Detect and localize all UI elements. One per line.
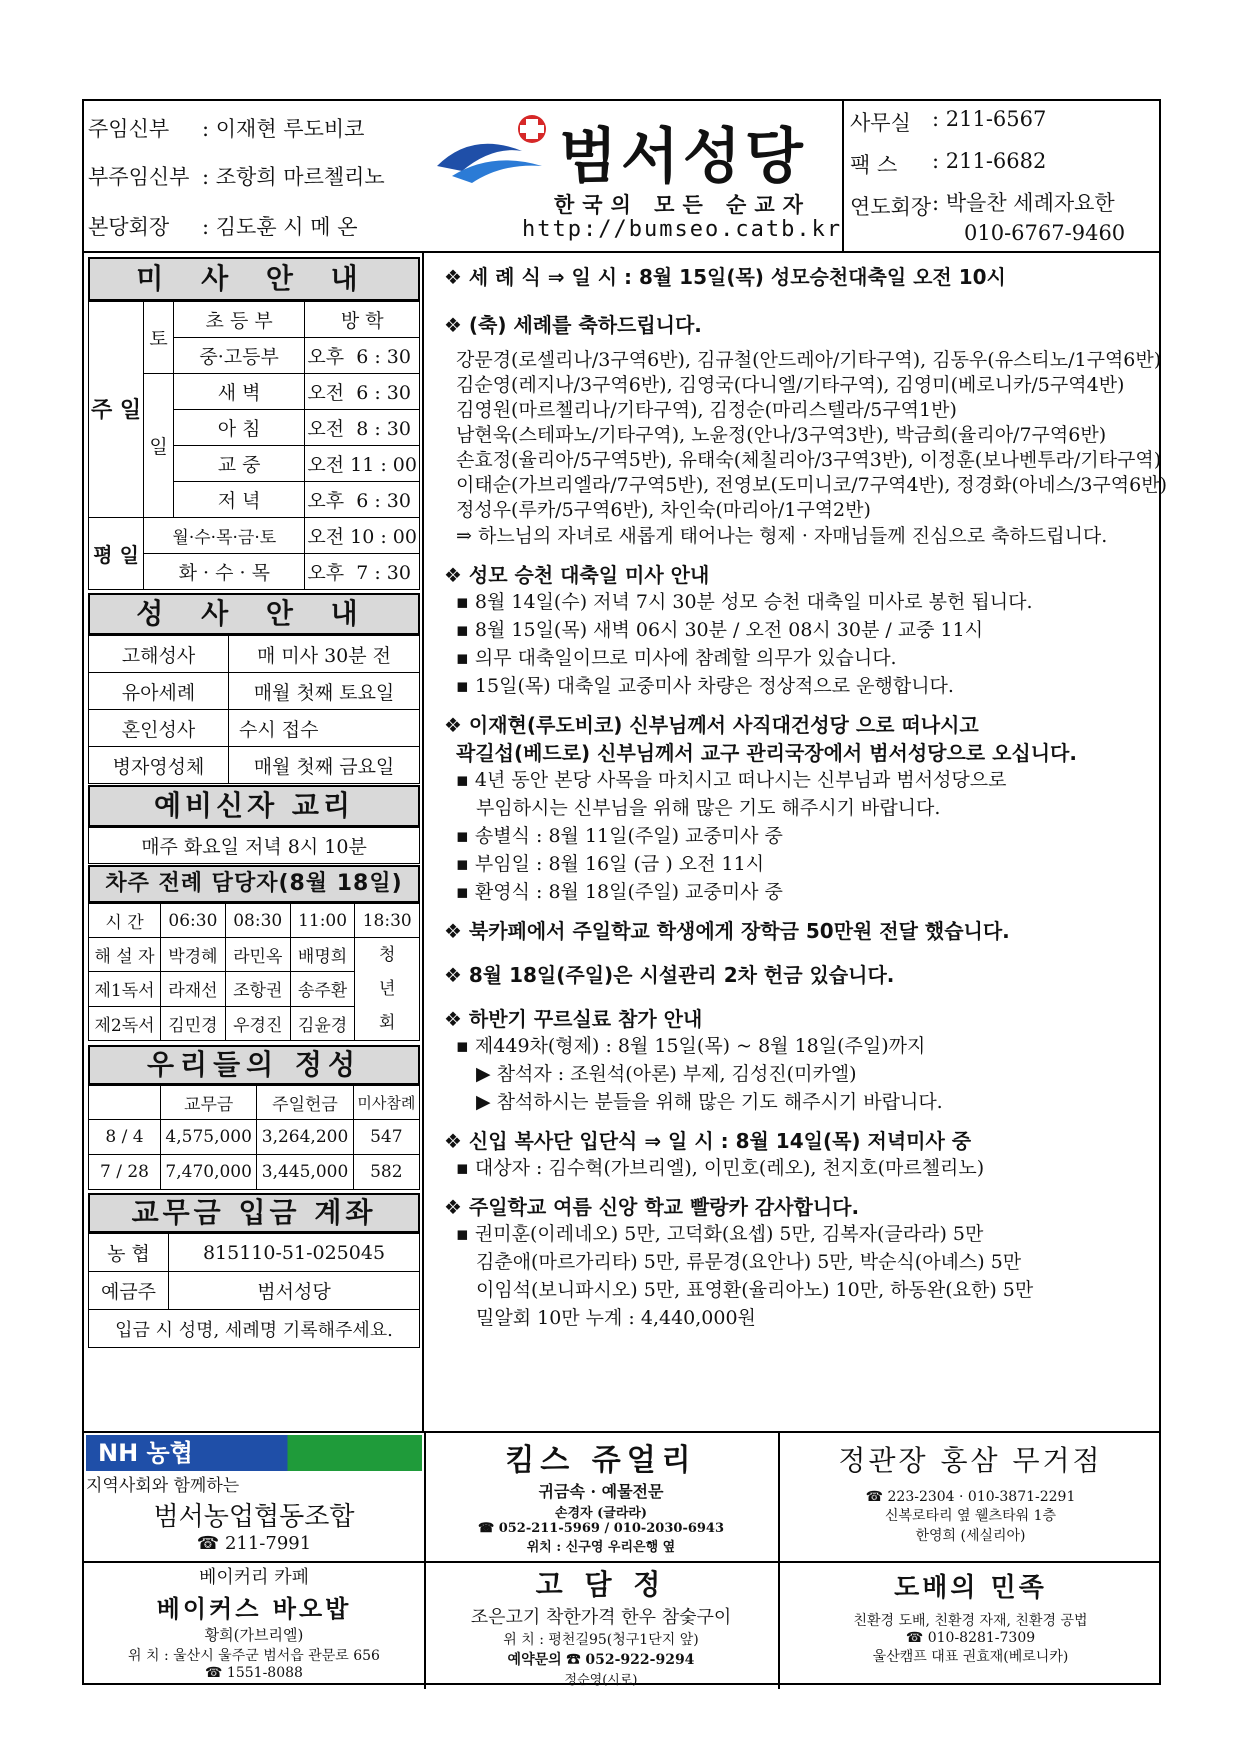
account-holder: 범서성당	[169, 1272, 420, 1310]
church-name: 범서성당	[559, 122, 807, 192]
mass-name: 저 녁	[173, 482, 305, 518]
notice-line: 강문경(로셀리나/3구역6반), 김규철(안드레아/기타구역), 김동우(유스티노/1구역6반)	[456, 349, 1162, 371]
godam-owner: 정순영(시로)	[564, 1673, 638, 1688]
kims-name: 킴스 쥬얼리	[505, 1443, 697, 1478]
notice-heading: ❖ 신입 복사단 입단식 ⇒ 일 시 : 8월 14일(목) 저녁미사 중	[444, 1129, 972, 1153]
yeondo-phone: 010-6767-9460	[964, 221, 1126, 245]
notice-line: ▶ 참석자 : 조원석(아론) 부제, 김성진(미카엘)	[476, 1063, 857, 1085]
notice-line: 부임하시는 신부님을 위해 많은 기도 해주시기 바랍니다.	[476, 797, 941, 819]
header-divider	[842, 101, 844, 253]
notice-line: ▪ 의무 대축일이므로 미사에 참례할 의무가 있습니다.	[456, 647, 897, 669]
youth-char: 청	[379, 945, 396, 965]
liturgy-header: 06:30	[161, 904, 226, 938]
sacrament-value: 매월 첫째 토요일	[229, 673, 420, 710]
ginseng-owner: 한영희 (세실리아)	[915, 1528, 1026, 1544]
offering-cell: 3,264,200	[257, 1120, 353, 1155]
notice-line: 손효정(율리아/5구역5반), 유태숙(체칠리아/3구역3반), 이정훈(보나벤투라/기타구역)	[456, 449, 1162, 471]
office-phone: : 211-6567	[932, 107, 1047, 131]
ad-godam	[426, 1563, 776, 1687]
wallpaper-owner: 울산캠프 대표 권효재(베로니카)	[872, 1649, 1069, 1665]
godam-name: 고 담 정	[535, 1568, 667, 1601]
sacrament-value: 매월 첫째 금요일	[229, 747, 420, 784]
notice-line: ▪ 8월 15일(목) 새벽 06시 30분 / 오전 08시 30분 / 교중 11시	[456, 619, 984, 641]
liturgy-role: 제1독서	[89, 972, 161, 1006]
notice-line: ▪ 4년 동안 본당 사목을 마치시고 떠나시는 신부님과 범서성당으로	[456, 769, 1007, 791]
notice-line: ▪ 제449차(형제) : 8월 15일(목) ~ 8월 18일(주일)까지	[456, 1035, 926, 1057]
liturgy-cell: 김민경	[161, 1006, 226, 1040]
notice-line: 정성우(루카/5구역6반), 차인숙(마리아/1구역2반)	[456, 499, 871, 521]
liturgy-cell: 조항권	[225, 972, 290, 1006]
mass-name: 교 중	[173, 446, 305, 482]
offering-table	[88, 1085, 420, 1190]
notices-column	[426, 253, 1167, 1431]
offering-header	[89, 1086, 161, 1120]
bakery-phone: ☎ 1551-8088	[205, 1665, 303, 1681]
bakery-owner: 황희(가브리엘)	[204, 1626, 304, 1644]
sacrament-name: 혼인성사	[89, 710, 229, 747]
sunday-day-label: 일	[144, 374, 174, 518]
notice-line: 이태순(가브리엘라/7구역5반), 전영보(도미니코/7구역4반), 정경화(아네스/3구역6반)	[456, 474, 1167, 496]
account-note: 입금 시 성명, 세례명 기록해주세요.	[89, 1310, 420, 1348]
wallpaper-phone: ☎ 010-8281-7309	[905, 1630, 1036, 1646]
notice-line: ⇒ 하느님의 자녀로 새롭게 태어나는 형제 · 자매님들께 진심으로 축하드립니다.	[456, 525, 1108, 547]
church-url[interactable]: http://bumseo.catb.kr	[522, 217, 843, 242]
liturgy-cell: 우경진	[225, 1006, 290, 1040]
assistant-name: : 조항희 마르첼리노	[202, 165, 385, 189]
assistant-label: 부주임신부	[88, 165, 190, 189]
sacrament-value: 매 미사 30분 전	[229, 636, 420, 673]
notice-heading: ❖ 북카페에서 주일학교 학생에게 장학금 50만원 전달 했습니다.	[444, 919, 1010, 943]
offering-header: 미사참례	[353, 1086, 419, 1120]
youth-char: 회	[379, 1013, 396, 1033]
mass-time: 오전 8 : 30	[305, 410, 420, 446]
mass-title: 미 사 안 내	[88, 257, 420, 301]
ad-nh	[86, 1435, 422, 1559]
notice-line: 김순영(레지나/3구역6반), 김영국(다니엘/기타구역), 김영미(베로니카/5구역4반)	[456, 374, 1125, 396]
ad-wallpaper	[780, 1567, 1161, 1687]
offering-date: 8 / 4	[89, 1120, 161, 1155]
council-label: 본당회장	[88, 215, 170, 239]
ad-kims-jewelry	[426, 1435, 776, 1559]
bank-label: 농 협	[89, 1234, 169, 1272]
offering-cell: 7,470,000	[161, 1155, 257, 1190]
pastor-label: 주임신부	[88, 117, 170, 141]
kims-line1: 귀금속 · 예물전문	[538, 1482, 664, 1501]
offering-header: 주일헌금	[257, 1086, 353, 1120]
notice-line: ▪ 8월 14일(수) 저녁 7시 30분 성모 승천 대축일 미사로 봉헌 됩니다.	[456, 591, 1033, 613]
account-title: 교무금 입금 계좌	[88, 1193, 420, 1233]
mass-time: 방 학	[305, 302, 420, 338]
notice-line: ▶ 참석하시는 분들을 위해 많은 기도 해주시기 바랍니다.	[476, 1091, 943, 1113]
yeondo-name: : 박을찬 세례자요한	[932, 191, 1115, 215]
ginseng-phone: ☎ 223-2304 · 010-3871-2291	[865, 1489, 1076, 1505]
offering-cell: 3,445,000	[257, 1155, 353, 1190]
notice-line: ▪ 15일(목) 대축일 교중미사 차량은 정상적으로 운행합니다.	[456, 675, 954, 697]
offering-header: 교무금	[161, 1086, 257, 1120]
mass-time: 오전 6 : 30	[305, 374, 420, 410]
ads-section	[84, 1431, 1159, 1687]
mass-time: 오전 10 : 00	[305, 518, 420, 554]
godam-location: 위 치 : 평천길95(청구1단지 앞)	[503, 1632, 699, 1648]
catechumen-table	[88, 827, 420, 864]
kims-owner: 손경자 (글라라)	[554, 1506, 648, 1521]
liturgy-role: 해 설 자	[89, 938, 161, 972]
notice-line: ▪ 대상자 : 김수혁(가브리엘), 이민호(레오), 천지호(마르첼리노)	[456, 1157, 985, 1179]
nh-logo: NH 농협	[86, 1435, 422, 1471]
liturgy-cell: 배명희	[290, 938, 355, 972]
account-table	[88, 1233, 420, 1348]
liturgy-cell: 라민옥	[225, 938, 290, 972]
sacrament-table	[88, 635, 420, 784]
mass-time: 오전 11 : 00	[305, 446, 420, 482]
nh-phone: ☎ 211-7991	[196, 1533, 312, 1554]
council-name: : 김도훈 시 메 온	[202, 215, 358, 239]
mass-name: 월·수·목·금·토	[144, 518, 305, 554]
mass-name: 아 침	[173, 410, 305, 446]
notice-heading: ❖ 성모 승천 대축일 미사 안내	[444, 563, 710, 587]
offering-cell: 582	[353, 1155, 419, 1190]
liturgy-header: 11:00	[290, 904, 355, 938]
nh-name: 범서농업협동조합	[153, 1502, 355, 1532]
bakery-line1: 베이커리 카페	[198, 1567, 310, 1588]
offering-cell: 4,575,000	[161, 1120, 257, 1155]
notice-heading: ❖ 세 례 식 ⇒ 일 시 : 8월 15일(목) 성모승천대축일 오전 10시	[444, 265, 1006, 289]
notice-heading: ❖ 하반기 꾸르실료 참가 안내	[444, 1007, 703, 1031]
liturgy-cell: 박경혜	[161, 938, 226, 972]
mass-time: 오후 6 : 30	[305, 338, 420, 374]
mass-name: 화 · 수 · 목	[144, 554, 305, 590]
ad-ginseng	[780, 1439, 1161, 1559]
liturgy-header: 시 간	[89, 904, 161, 938]
fax-label: 팩 스	[850, 153, 898, 177]
office-label: 사무실	[850, 111, 911, 135]
wallpaper-line1: 친환경 도배, 친환경 자재, 친환경 공법	[853, 1613, 1088, 1629]
notice-heading: ❖ 주일학교 여름 신앙 학교 빨랑카 감사합니다.	[444, 1195, 860, 1219]
nh-line1: 지역사회와 함께하는	[86, 1476, 240, 1496]
holder-label: 예금주	[89, 1272, 169, 1310]
offering-title: 우리들의 정성	[88, 1045, 420, 1085]
mass-name: 새 벽	[173, 374, 305, 410]
sunday-label: 주 일	[89, 302, 144, 518]
sacrament-title: 성 사 안 내	[88, 593, 420, 635]
saturday-label: 토	[144, 302, 174, 374]
sacrament-name: 고해성사	[89, 636, 229, 673]
notice-heading: ❖ (축) 세례를 축하드립니다.	[444, 313, 702, 337]
youth-char: 년	[379, 979, 396, 999]
sacrament-name: 유아세례	[89, 673, 229, 710]
liturgy-cell: 김윤경	[290, 1006, 355, 1040]
bulletin-page	[82, 99, 1167, 1688]
liturgy-table	[88, 903, 420, 1041]
catechumen-title: 예비신자 교리	[88, 785, 420, 827]
bakery-name: 베이커스 바오밥	[156, 1594, 352, 1623]
bakery-location: 위 치 : 울산시 울주군 범서읍 관문로 656	[128, 1648, 380, 1664]
sacrament-value: 수시 접수	[229, 710, 420, 747]
mass-time: 오후 7 : 30	[305, 554, 420, 590]
notice-line: ▪ 권미훈(이레네오) 5만, 고덕화(요셉) 5만, 김복자(글라라) 5만	[456, 1223, 984, 1245]
liturgy-role: 제2독서	[89, 1006, 161, 1040]
notice-line: 김영원(마르첼리나/기타구역), 김정순(마리스텔라/5구역1반)	[456, 399, 957, 421]
godam-phone: 예약문의 ☎ 052-922-9294	[507, 1652, 695, 1668]
ad-bakery	[86, 1563, 422, 1687]
offering-date: 7 / 28	[89, 1155, 161, 1190]
notice-line: ▪ 송별식 : 8월 11일(주일) 교중미사 중	[456, 825, 783, 847]
notice-line: ▪ 부임일 : 8월 16일 (금 ) 오전 11시	[456, 853, 765, 875]
liturgy-header: 08:30	[225, 904, 290, 938]
motto: 한국의 모든 순교자	[554, 193, 811, 217]
notice-line: 이임석(보니파시오) 5만, 표영환(율리아노) 10만, 하동완(요한) 5만	[476, 1279, 1034, 1301]
liturgy-cell: 라재선	[161, 972, 226, 1006]
liturgy-header: 18:30	[355, 904, 420, 938]
mass-table	[88, 301, 420, 590]
mass-time: 오후 6 : 30	[305, 482, 420, 518]
fax-number: : 211-6682	[932, 149, 1047, 173]
yeondo-label: 연도회장	[850, 195, 932, 219]
wallpaper-name: 도배의 민족	[894, 1573, 1047, 1603]
godam-line1: 조은고기 착한가격 한우 참숯구이	[470, 1607, 732, 1628]
offering-cell: 547	[353, 1120, 419, 1155]
bank-account-number: 815110-51-025045	[169, 1234, 420, 1272]
notice-line: ▪ 환영식 : 8월 18일(주일) 교중미사 중	[456, 881, 783, 903]
pastor-name: : 이재현 루도비코	[202, 117, 365, 141]
notice-line: 남현욱(스테파노/기타구역), 노윤정(안나/3구역3반), 박금희(율리아/7구역6반)	[456, 424, 1107, 446]
mass-name: 중·고등부	[173, 338, 305, 374]
notice-line: 밀알회 10만 누계 : 4,440,000원	[476, 1307, 756, 1329]
kims-location: 위치 : 신구영 우리은행 옆	[526, 1540, 676, 1555]
church-logo-icon	[432, 111, 562, 191]
notice-heading: ❖ 이재현(루도비코) 신부님께서 사직대건성당 으로 떠나시고	[444, 713, 979, 737]
notice-line: 김춘애(마르가리타) 5만, 류문경(요안나) 5만, 박순식(아녜스) 5만	[476, 1251, 1022, 1273]
catechumen-info: 매주 화요일 저녁 8시 10분	[89, 828, 420, 864]
liturgy-title: 차주 전례 담당자(8월 18일)	[88, 865, 420, 903]
ginseng-location: 신복로타리 옆 웰츠타워 1층	[884, 1508, 1057, 1524]
mass-name: 초 등 부	[173, 302, 305, 338]
notice-heading: 곽길섭(베드로) 신부님께서 교구 관리국장에서 범서성당으로 오십니다.	[456, 741, 1077, 765]
left-column	[84, 253, 424, 1431]
liturgy-cell: 송주환	[290, 972, 355, 1006]
kims-phone: ☎ 052-211-5969 / 010-2030-6943	[477, 1521, 725, 1536]
youth-group-cell	[355, 938, 420, 1041]
weekday-label: 평 일	[89, 518, 144, 590]
notice-heading: ❖ 8월 18일(주일)은 시설관리 2차 헌금 있습니다.	[444, 963, 895, 987]
sacrament-name: 병자영성체	[89, 747, 229, 784]
ginseng-name: 정관장 홍삼 무거점	[838, 1444, 1103, 1477]
header	[84, 101, 1159, 253]
